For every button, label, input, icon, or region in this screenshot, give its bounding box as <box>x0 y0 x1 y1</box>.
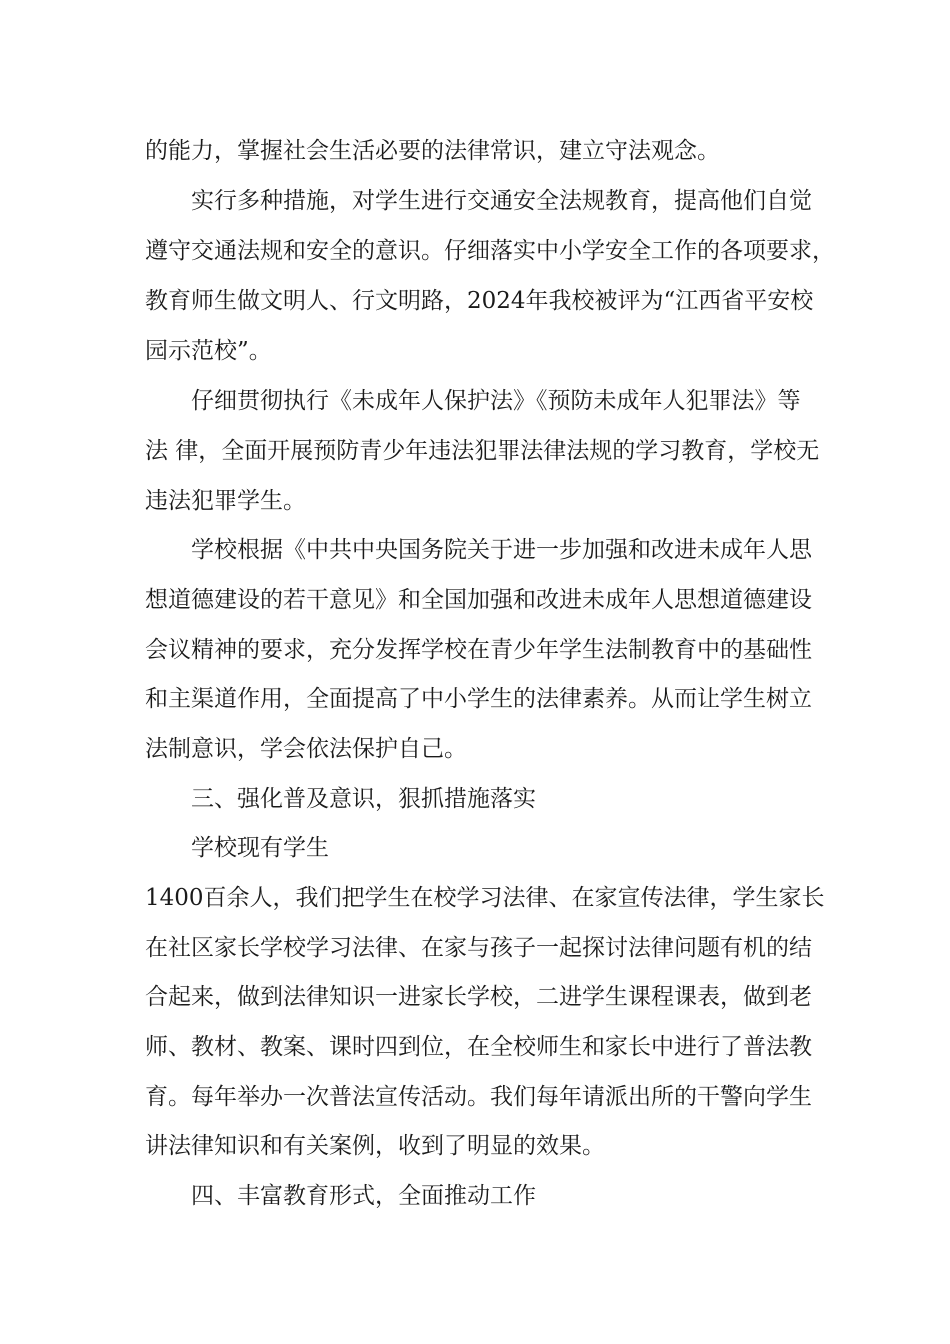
text-line: 遵守交通法规和安全的意识。仔细落实中小学安全工作的各项要求， <box>145 238 835 264</box>
text-line: 会议精神的要求，充分发挥学校在青少年学生法制教育中的基础性 <box>145 637 812 663</box>
text-line: 法制意识，学会依法保护自己。 <box>145 736 467 762</box>
text-line: 园示范校”。 <box>145 338 272 364</box>
text-line: 学校根据《中共中央国务院关于进一步加强和改进未成年人思 <box>191 537 812 563</box>
text-line: 仔细贯彻执行《未成年人保护法》《预防未成年人犯罪法》等 <box>191 388 801 414</box>
text-line: 和主渠道作用，全面提高了中小学生的法律素养。从而让学生树立 <box>145 686 812 712</box>
text-line: 讲法律知识和有关案例，收到了明显的效果。 <box>145 1133 605 1159</box>
text-line: 育。每年举办一次普法宣传活动。我们每年请派出所的干警向学生 <box>145 1084 812 1110</box>
section-heading: 四、丰富教育形式，全面推动工作 <box>191 1183 536 1209</box>
text-line: 实行多种措施，对学生进行交通安全法规教育，提高他们自觉 <box>191 188 812 214</box>
text-line: 合起来，做到法律知识一进家长学校，二进学生课程课表，做到老 <box>145 984 812 1010</box>
section-heading: 三、强化普及意识，狠抓措施落实 <box>191 786 536 812</box>
text-line: 想道德建设的若干意见》和全国加强和改进未成年人思想道德建设 <box>145 587 812 613</box>
text-line: 的能力，掌握社会生活必要的法律常识，建立守法观念。 <box>145 138 720 164</box>
text-line: 师、教材、教案、课时四到位，在全校师生和家长中进行了普法教 <box>145 1034 812 1060</box>
text-line: 1400百余人，我们把学生在校学习法律、在家宣传法律，学生家长 <box>145 885 825 911</box>
text-line: 违法犯罪学生。 <box>145 488 306 514</box>
text-line: 法 律，全面开展预防青少年违法犯罪法律法规的学习教育，学校无 <box>145 438 820 464</box>
text-line: 在社区家长学校学习法律、在家与孩子一起探讨法律问题有机的结 <box>145 935 812 961</box>
text-line: 教育师生做文明人、行文明路，2024年我校被评为“江西省平安校 <box>145 288 814 314</box>
text-line: 学校现有学生 <box>191 835 329 861</box>
